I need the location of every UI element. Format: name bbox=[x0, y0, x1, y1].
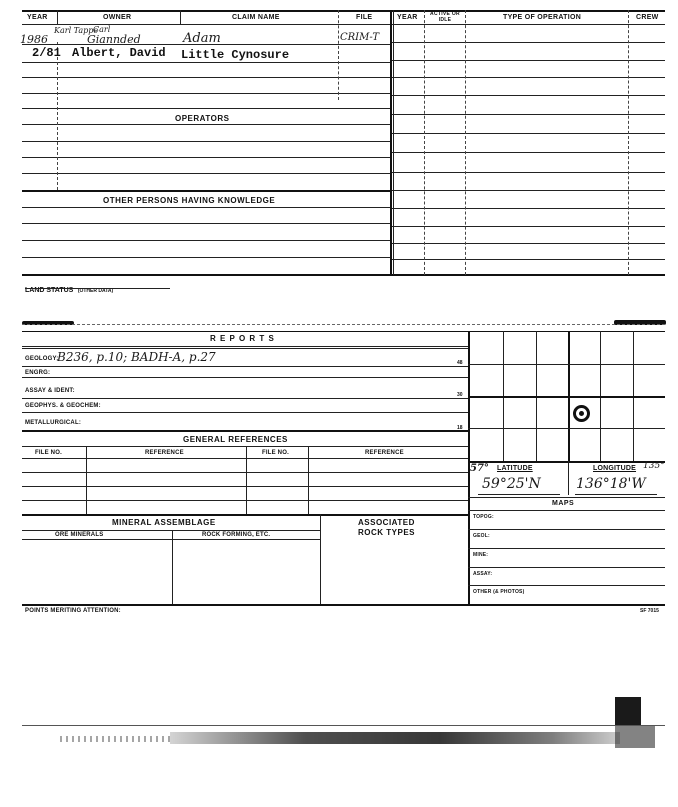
col-divider bbox=[628, 10, 629, 275]
scan-speckle bbox=[60, 736, 170, 742]
row-line bbox=[392, 133, 665, 134]
col-divider bbox=[338, 10, 339, 100]
header-year-2: YEAR bbox=[397, 14, 418, 21]
row-line bbox=[392, 95, 665, 96]
location-marker-icon bbox=[573, 405, 590, 422]
col-divider bbox=[246, 446, 247, 514]
row-line bbox=[22, 93, 390, 94]
grid-line bbox=[468, 364, 665, 365]
row-line bbox=[22, 240, 390, 241]
metallurgical-label: METALLURGICAL: bbox=[25, 420, 82, 426]
land-status-underline bbox=[25, 288, 170, 289]
row-line bbox=[22, 412, 468, 413]
row-line bbox=[22, 430, 468, 432]
row1-file: CRIM-T bbox=[340, 32, 380, 43]
row-line bbox=[22, 486, 468, 487]
row2-owner: Albert, David bbox=[72, 46, 166, 60]
mine-label: MINE: bbox=[473, 552, 489, 558]
row-line bbox=[22, 207, 390, 208]
row-line bbox=[22, 44, 390, 45]
row-line bbox=[468, 529, 665, 530]
row-line bbox=[468, 585, 665, 586]
row-line bbox=[22, 530, 320, 531]
row-line bbox=[22, 514, 468, 516]
row-line bbox=[22, 108, 390, 109]
row-line bbox=[22, 190, 390, 192]
latitude-value: 59°25'N bbox=[482, 476, 541, 492]
mark-18: 18 bbox=[457, 425, 463, 431]
row-line bbox=[22, 472, 468, 473]
row-line bbox=[392, 60, 665, 61]
row1-owner-hand: Karl Tappe bbox=[54, 26, 99, 35]
longitude-value: 136°18'W bbox=[576, 476, 646, 492]
reports-title: R E P O R T S bbox=[210, 334, 275, 343]
row-line bbox=[468, 497, 665, 498]
row1-owner-hand-extra: Carl bbox=[93, 25, 111, 34]
row-line bbox=[392, 42, 665, 43]
row-line bbox=[22, 346, 468, 347]
row1-claim-hand: Adam bbox=[183, 31, 221, 46]
row-line bbox=[22, 539, 320, 540]
col-divider bbox=[390, 10, 392, 275]
mark-30: 30 bbox=[457, 392, 463, 398]
row-line bbox=[22, 446, 468, 447]
row-line bbox=[22, 223, 390, 224]
geol-label: GEOL: bbox=[473, 533, 490, 539]
row-line bbox=[22, 257, 390, 258]
col-divider bbox=[57, 42, 58, 190]
scan-corner-block bbox=[615, 697, 641, 725]
row-line bbox=[392, 114, 665, 115]
row-line bbox=[22, 173, 390, 174]
col-divider bbox=[424, 10, 425, 275]
mark-48: 48 bbox=[457, 360, 463, 366]
lon-suffix: 135° bbox=[643, 461, 665, 471]
col-divider bbox=[172, 530, 173, 604]
scan-corner-shadow bbox=[615, 726, 655, 748]
form-number: SF 7015 bbox=[640, 608, 659, 614]
header-type-of-operation: TYPE OF OPERATION bbox=[503, 14, 582, 21]
col-divider bbox=[568, 461, 569, 495]
header-divider bbox=[22, 24, 665, 25]
header-owner: OWNER bbox=[103, 14, 132, 21]
row-line bbox=[22, 500, 468, 501]
land-status-sub: (OTHER DATA) bbox=[77, 288, 114, 294]
topog-label: TOPOG: bbox=[473, 514, 494, 520]
grid-line bbox=[468, 461, 665, 463]
col-divider bbox=[320, 514, 321, 604]
scan-smudge bbox=[170, 732, 620, 744]
latitude-underline bbox=[478, 494, 560, 495]
grid-line bbox=[468, 396, 665, 398]
row-line bbox=[22, 458, 468, 459]
geology-label: GEOLOGY: bbox=[25, 356, 59, 362]
col-divider bbox=[393, 10, 394, 275]
ref-col-reference: REFERENCE bbox=[145, 450, 184, 456]
row2-year: 2/81 bbox=[32, 46, 61, 60]
row-line bbox=[22, 124, 390, 125]
col-divider bbox=[86, 446, 87, 514]
row1-year: 1986 bbox=[20, 33, 48, 46]
longitude-label: LONGITUDE bbox=[593, 465, 637, 472]
row-line bbox=[392, 172, 665, 173]
row-line bbox=[468, 548, 665, 549]
row-line bbox=[392, 190, 665, 191]
col-divider bbox=[465, 10, 466, 275]
row-line bbox=[392, 226, 665, 227]
rock-types-label: ROCK TYPES bbox=[358, 528, 416, 537]
header-file: FILE bbox=[356, 14, 373, 21]
row2-claim-name: Little Cynosure bbox=[181, 48, 290, 62]
table-top-border bbox=[22, 10, 665, 12]
assay-ident-label: ASSAY & IDENT: bbox=[25, 388, 75, 394]
header-active-or-idle: ACTIVE OR IDLE bbox=[430, 11, 460, 23]
header-claim-name: CLAIM NAME bbox=[232, 14, 280, 21]
row-line bbox=[392, 259, 665, 260]
ore-minerals-label: ORE MINERALS bbox=[55, 532, 104, 538]
row-line bbox=[22, 398, 468, 399]
row-line bbox=[392, 77, 665, 78]
ref-col-file-no: FILE NO. bbox=[35, 450, 62, 456]
row1-owner-hand-2: Giannded bbox=[87, 33, 141, 46]
mineral-assemblage-title: MINERAL ASSEMBLAGE bbox=[112, 518, 216, 527]
row-line bbox=[392, 152, 665, 153]
lat-prefix: 57° bbox=[470, 463, 489, 474]
other-persons-label: OTHER PERSONS HAVING KNOWLEDGE bbox=[103, 196, 276, 205]
row-line bbox=[468, 567, 665, 568]
grid-line bbox=[468, 428, 665, 429]
form-bottom-border bbox=[22, 604, 665, 606]
location-marker-dot bbox=[579, 411, 584, 416]
row-line bbox=[22, 157, 390, 158]
land-status-label: LAND STATUS bbox=[25, 287, 74, 294]
col-divider bbox=[57, 10, 58, 25]
scan-rule bbox=[22, 725, 665, 726]
other-photos-label: OTHER (& PHOTOS) bbox=[473, 589, 525, 595]
geology-value: B236, p.10; BADH-A, p.27 bbox=[57, 350, 216, 364]
longitude-underline bbox=[575, 494, 657, 495]
associated-label: ASSOCIATED bbox=[358, 518, 415, 527]
row-line bbox=[22, 62, 390, 63]
col-divider bbox=[180, 10, 181, 25]
maps-label: MAPS bbox=[552, 500, 575, 507]
table-bottom-border bbox=[22, 274, 665, 276]
top-rule bbox=[22, 324, 665, 325]
latitude-label: LATITUDE bbox=[497, 465, 533, 472]
general-references-title: GENERAL REFERENCES bbox=[183, 435, 288, 444]
row-line bbox=[22, 348, 468, 349]
geophys-label: GEOPHYS. & GEOCHEM: bbox=[25, 403, 101, 409]
ref-col-reference-2: REFERENCE bbox=[365, 450, 404, 456]
operators-label: OPERATORS bbox=[175, 114, 230, 123]
rock-forming-label: ROCK FORMING, ETC. bbox=[202, 532, 271, 538]
row-line bbox=[22, 366, 468, 367]
row-line bbox=[468, 510, 665, 511]
header-year: YEAR bbox=[27, 14, 48, 21]
header-crew: CREW bbox=[636, 14, 659, 21]
row-line bbox=[392, 243, 665, 244]
points-meriting-attention: POINTS MERITING ATTENTION: bbox=[25, 608, 121, 614]
row-line bbox=[22, 377, 468, 378]
row-line bbox=[22, 141, 390, 142]
col-divider bbox=[308, 446, 309, 514]
ref-col-file-no-2: FILE NO. bbox=[262, 450, 289, 456]
row-line bbox=[22, 77, 390, 78]
row-line bbox=[392, 208, 665, 209]
engrg-label: ENGRG: bbox=[25, 370, 51, 376]
assay-map-label: ASSAY: bbox=[473, 571, 493, 577]
